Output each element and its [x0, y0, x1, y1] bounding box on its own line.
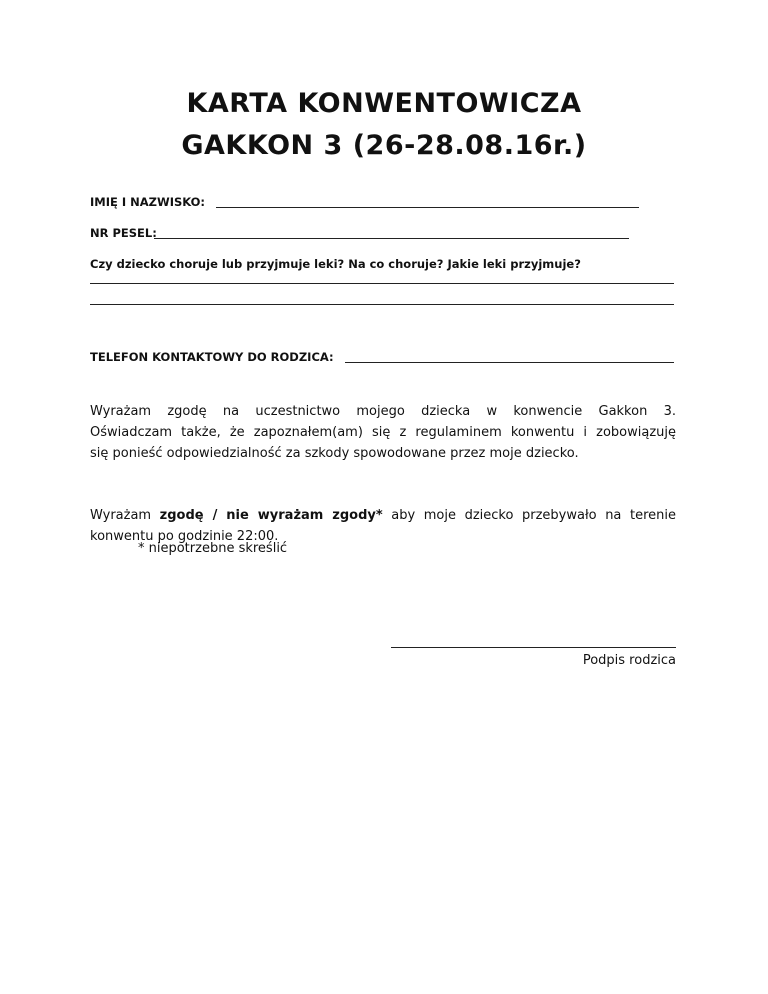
curfew-suffix: aby moje dziecko przebywało na terenie — [391, 508, 676, 523]
pesel-field-line[interactable] — [154, 238, 629, 239]
name-label: IMIĘ I NAZWISKO: — [90, 195, 206, 209]
health-question: Czy dziecko choruje lub przyjmuje leki? Na co choruje? Jakie leki przyjmuje? — [90, 257, 581, 271]
consent-line: się ponieść odpowiedzialność za szkody spowodowane przez moje dziecko. — [90, 446, 579, 461]
pesel-label: NR PESEL: — [90, 226, 157, 240]
curfew-prefix: Wyrażam — [90, 508, 152, 523]
consent-line: Wyrażam zgodę na uczestnictwo mojego dziecka w konwencie Gakkon 3. — [90, 404, 676, 419]
event-title: GAKKON 3 (26-28.08.16r.) — [181, 130, 587, 161]
curfew-choice[interactable]: zgodę / nie wyrażam zgody* — [159, 508, 383, 523]
curfew-line — [90, 505, 676, 526]
name-field-line[interactable] — [216, 207, 639, 208]
form-title: KARTA KONWENTOWICZA — [186, 88, 582, 119]
consent-paragraph — [90, 401, 676, 464]
consent-line: Oświadczam także, że zapoznałem(am) się z regulaminem konwentu i zobowiązuję — [90, 425, 676, 440]
signature-label: Podpis rodzica — [582, 653, 676, 668]
signature-line[interactable] — [391, 647, 676, 648]
curfew-line-2: konwentu po godzinie 22:00. — [90, 529, 279, 544]
health-answer-line-1[interactable] — [90, 283, 674, 284]
footnote: * niepotrzebne skreślić — [138, 541, 288, 556]
health-answer-line-2[interactable] — [90, 304, 674, 305]
phone-field-line[interactable] — [345, 362, 674, 363]
phone-label: TELEFON KONTAKTOWY DO RODZICA: — [90, 350, 334, 364]
